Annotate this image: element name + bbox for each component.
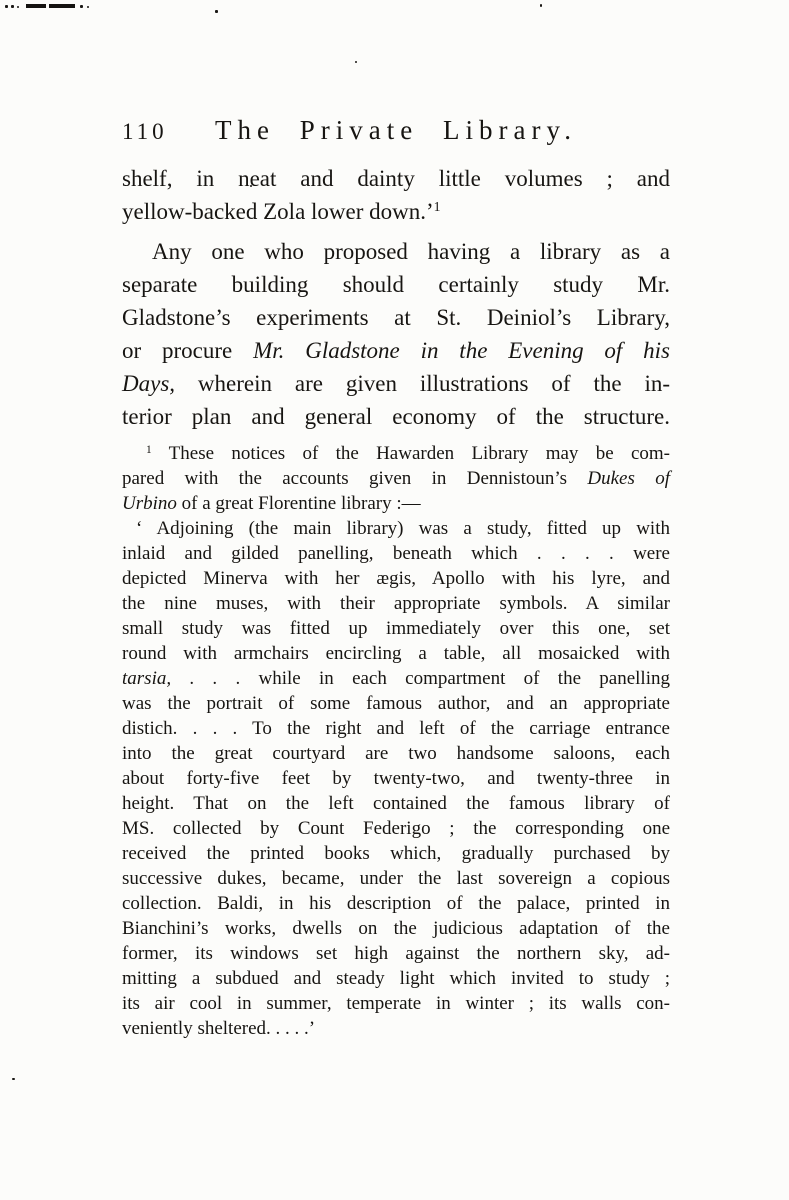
text-line: its air cool in summer, temperate in winter ; its walls con- xyxy=(122,993,670,1014)
text-line: veniently sheltered. . . . .’ xyxy=(122,1018,316,1039)
text-line: terior plan and general economy of the structure. xyxy=(122,404,670,429)
text-line: round with armchairs encircling a table, all mosaicked with xyxy=(122,643,670,664)
text-line: successive dukes, became, under the last sovereign a copious xyxy=(122,868,670,889)
scan-speck xyxy=(540,4,542,7)
scan-dash xyxy=(26,4,46,8)
footnote-quote xyxy=(122,516,670,1041)
scan-speck xyxy=(11,5,14,8)
text-line: Urbino of a great Florentine library :— xyxy=(122,493,421,514)
text-line: collection. Baldi, in his description of the palace, printed in xyxy=(122,893,670,914)
scan-speck xyxy=(87,6,89,8)
text-line: mitting a subdued and steady light which invited to study ; xyxy=(122,968,670,989)
text-line: Gladstone’s experiments at St. Deiniol’s Library, xyxy=(122,305,670,330)
text-line: Any one who proposed having a library as a xyxy=(152,239,670,264)
text-line: about forty-five feet by twenty-two, and twenty-three in xyxy=(122,768,670,789)
paragraph-zola xyxy=(122,162,670,228)
page-header xyxy=(122,115,670,149)
text-line: height. That on the left contained the famous library of xyxy=(122,793,670,814)
text-line: the nine muses, with their appropriate symbols. A similar xyxy=(122,593,670,614)
text-line: distich. . . . To the right and left of the carriage entrance xyxy=(122,718,670,739)
text-line: was the portrait of some famous author, and an appropriate xyxy=(122,693,670,714)
text-line: into the great courtyard are two handsome saloons, each xyxy=(122,743,670,764)
text-line: Days, wherein are given illustrations of the in- xyxy=(122,371,670,396)
scan-speck xyxy=(80,5,83,8)
text-line: small study was fitted up immediately over this one, set xyxy=(122,618,670,639)
paragraph-gladstone xyxy=(122,235,670,433)
scan-speck xyxy=(17,6,19,8)
scan-speck xyxy=(355,61,357,63)
text-line: tarsia, . . . while in each compartment of the panelling xyxy=(122,668,670,689)
text-line: shelf, in neat and dainty little volumes ; and xyxy=(122,166,670,191)
text-line: pared with the accounts given in Dennistoun’s Dukes of xyxy=(122,468,670,489)
text-line: inlaid and gilded panelling, beneath which . . . . were xyxy=(122,543,670,564)
text-line: former, its windows set high against the northern sky, ad- xyxy=(122,943,670,964)
scan-dash xyxy=(49,4,75,8)
text-line: yellow-backed Zola lower down.’$^1$ xyxy=(122,199,441,224)
text-line: Bianchini’s works, dwells on the judicious adaptation of the xyxy=(122,918,670,939)
text-line: depicted Minerva with her ægis, Apollo with his lyre, and xyxy=(122,568,670,589)
scan-speck xyxy=(215,10,218,13)
text-line: separate building should certainly study Mr. xyxy=(122,272,670,297)
text-line: received the printed books which, gradually purchased by xyxy=(122,843,670,864)
body-text xyxy=(122,162,670,433)
running-title: The Private Library. xyxy=(215,115,577,145)
scan-speck xyxy=(5,5,8,8)
text-line: or procure Mr. Gladstone in the Evening of his xyxy=(122,338,670,363)
text-line: MS. collected by Count Federigo ; the corresponding one xyxy=(122,818,670,839)
text-line: $^1$ These notices of the Hawarden Library may be com- xyxy=(146,443,670,464)
page-number: 110 xyxy=(122,119,168,144)
scan-speck xyxy=(12,1078,15,1080)
footnote-text xyxy=(122,441,670,1041)
footnote-intro xyxy=(122,441,670,516)
text-line: ‘ Adjoining (the main library) was a study, fitted up with xyxy=(136,518,670,539)
